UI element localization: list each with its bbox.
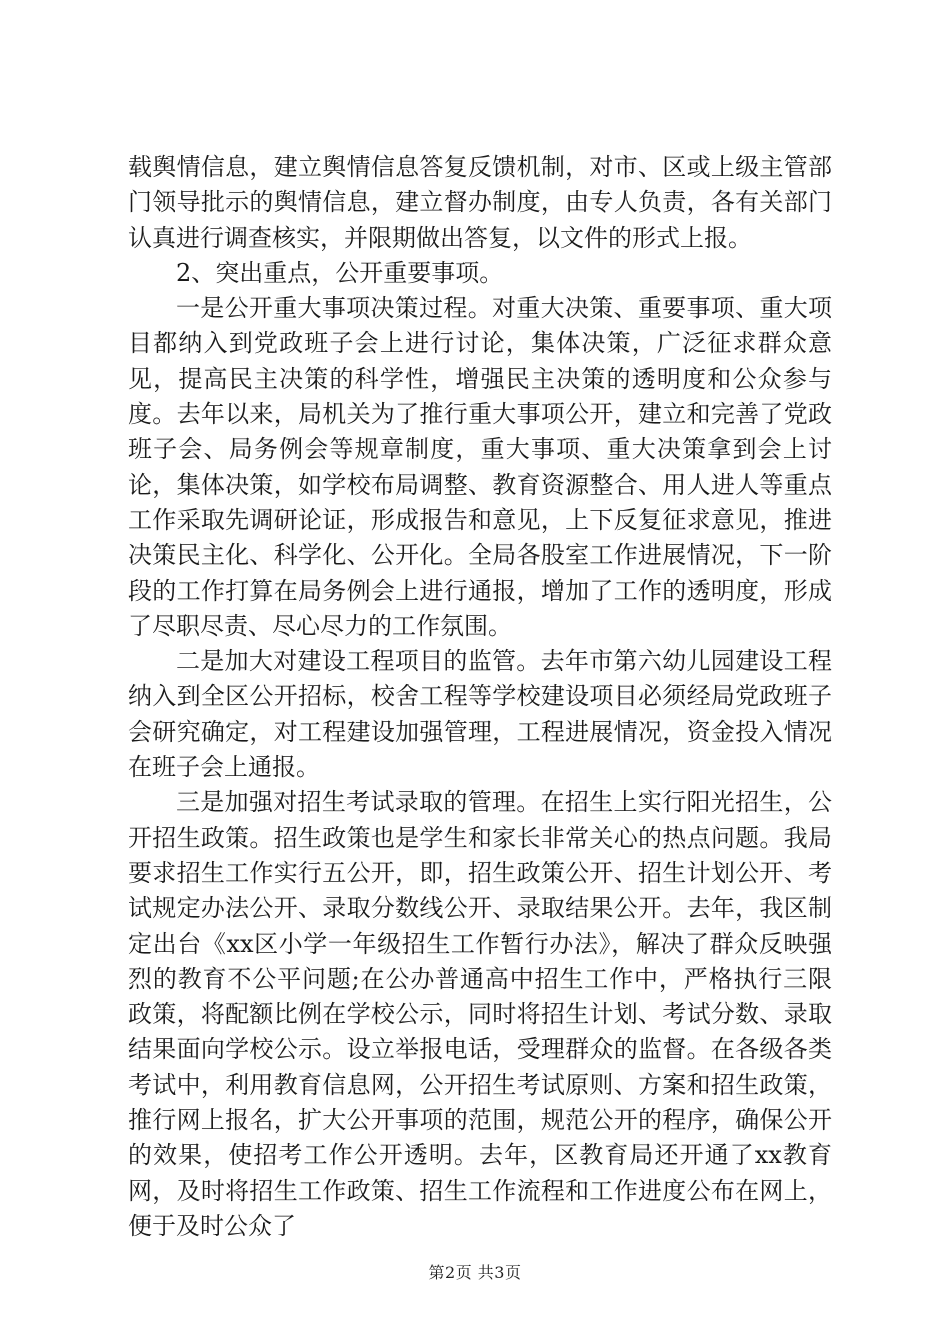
- paragraph-continuation: 载舆情信息，建立舆情信息答复反馈机制，对市、区或上级主管部门领导批示的舆情信息，建立督办制度，由专人负责，各有关部门认真进行调查核实，并限期做出答复，以文件的形式上报。: [128, 153, 832, 252]
- paragraph-enrollment-management: 三是加强对招生考试录取的管理。在招生上实行阳光招生，公开招生政策。招生政策也是学生和家长非常关心的热点问题。我局要求招生工作实行五公开，即，招生政策公开、招生计划公开、考试规定办法公开、录取分数线公开、录取结果公开。去年，我区制定出台《xx区小学一年级招生工作暂行办法》，解决了群众反映强烈的教育不公平问题;在公办普通高中招生工作中，严格执行三限政策，将配额比例在学校公示，同时将招生计划、考试分数、录取结果面向学校公示。设立举报电话，受理群众的监督。在各级各类考试中，利用教育信息网，公开招生考试原则、方案和招生政策，推行网上报名，扩大公开事项的范围，规范公开的程序，确保公开的效果，使招考工作公开透明。去年，区教育局还开通了xx教育网，及时将招生工作政策、招生工作流程和工作进度公布在网上，便于及时公众了: [128, 788, 832, 1240]
- document-body: [128, 150, 832, 1244]
- paragraph-construction-oversight: 二是加大对建设工程项目的监管。去年市第六幼儿园建设工程纳入到全区公开招标，校舍工程等学校建设项目必须经局党政班子会研究确定，对工程建设加强管理，工程进展情况，资金投入情况在班子会上通报。: [128, 647, 832, 782]
- page-footer: 第2页 共3页: [428, 1263, 522, 1282]
- paragraph-major-decisions: 一是公开重大事项决策过程。对重大决策、重要事项、重大项目都纳入到党政班子会上进行讨论，集体决策，广泛征求群众意见，提高民主决策的科学性，增强民主决策的透明度和公众参与度。去年以来，局机关为了推行重大事项公开，建立和完善了党政班子会、局务例会等规章制度，重大事项、重大决策拿到会上讨论，集体决策，如学校布局调整、教育资源整合、用人进人等重点工作采取先调研论证，形成报告和意见，上下反复征求意见，推进决策民主化、科学化、公开化。全局各股室工作进展情况，下一阶段的工作打算在局务例会上进行通报，增加了工作的透明度，形成了尽职尽责、尽心尽力的工作氛围。: [128, 294, 832, 640]
- section-heading: 2、突出重点，公开重要事项。: [176, 258, 504, 287]
